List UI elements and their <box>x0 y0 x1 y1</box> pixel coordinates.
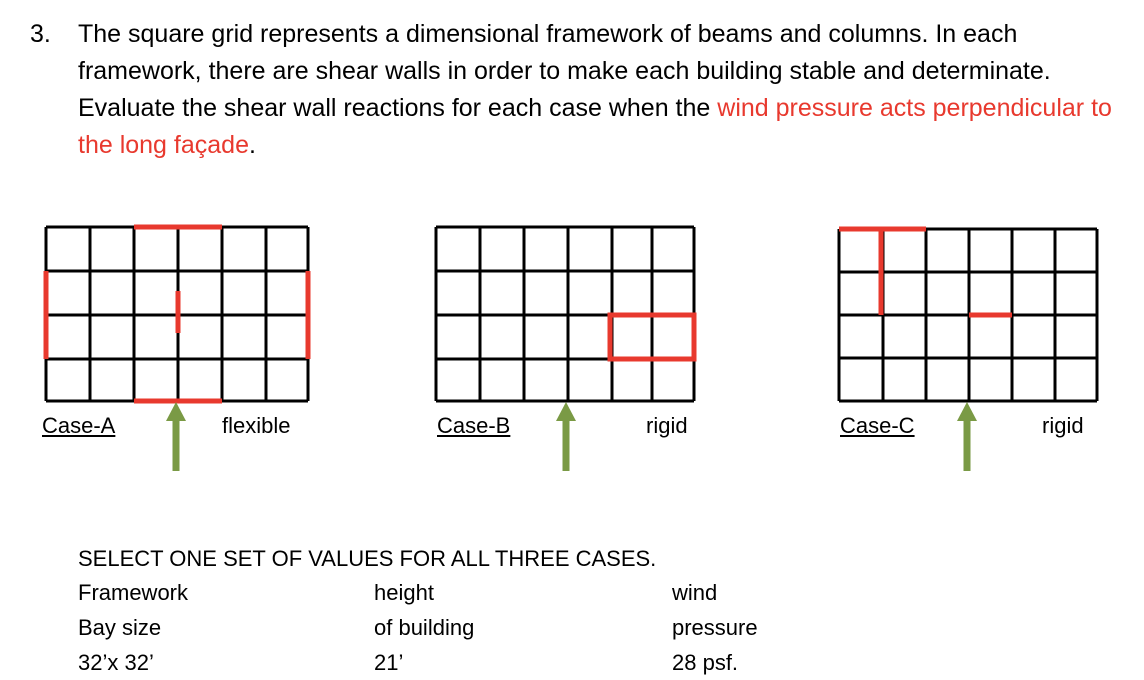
height-label: height <box>374 580 434 605</box>
values-instruction: SELECT ONE SET OF VALUES FOR ALL THREE CASES. <box>78 546 657 571</box>
case-c-label: Case-C <box>840 413 915 438</box>
bay-size-value: 32’x 32’ <box>78 650 154 675</box>
case-c-wind-arrow <box>957 402 977 471</box>
case-a-wind-arrow <box>166 402 186 471</box>
problem-text-end: . <box>248 131 256 159</box>
problem-number: 3. <box>30 20 51 48</box>
case-b-type: rigid <box>646 413 688 438</box>
case-c-type: rigid <box>1042 413 1084 438</box>
wind-pressure-value: 28 psf. <box>672 650 739 675</box>
wind-label: wind <box>672 580 718 605</box>
case-c-grid <box>839 229 1097 401</box>
of-building-label: of building <box>374 615 475 640</box>
case-b-wind-arrow <box>556 402 576 471</box>
bay-size-label: Bay size <box>78 615 162 640</box>
pressure-label: pressure <box>672 615 758 640</box>
height-value: 21’ <box>374 650 404 675</box>
problem-text-main: The square grid represents a dimensional framework of beams and columns. In each framework, there are shear walls in order to make each building stable and determinate. Evaluate the shear wall reactions for each case when the <box>78 20 1051 122</box>
case-a-type: flexible <box>222 413 291 438</box>
framework-label: Framework <box>78 580 189 605</box>
problem-text-highlight: wind pressure acts perpendicular to the long façade <box>78 94 1112 159</box>
case-b-label: Case-B <box>437 413 511 438</box>
case-a-label: Case-A <box>42 413 116 438</box>
